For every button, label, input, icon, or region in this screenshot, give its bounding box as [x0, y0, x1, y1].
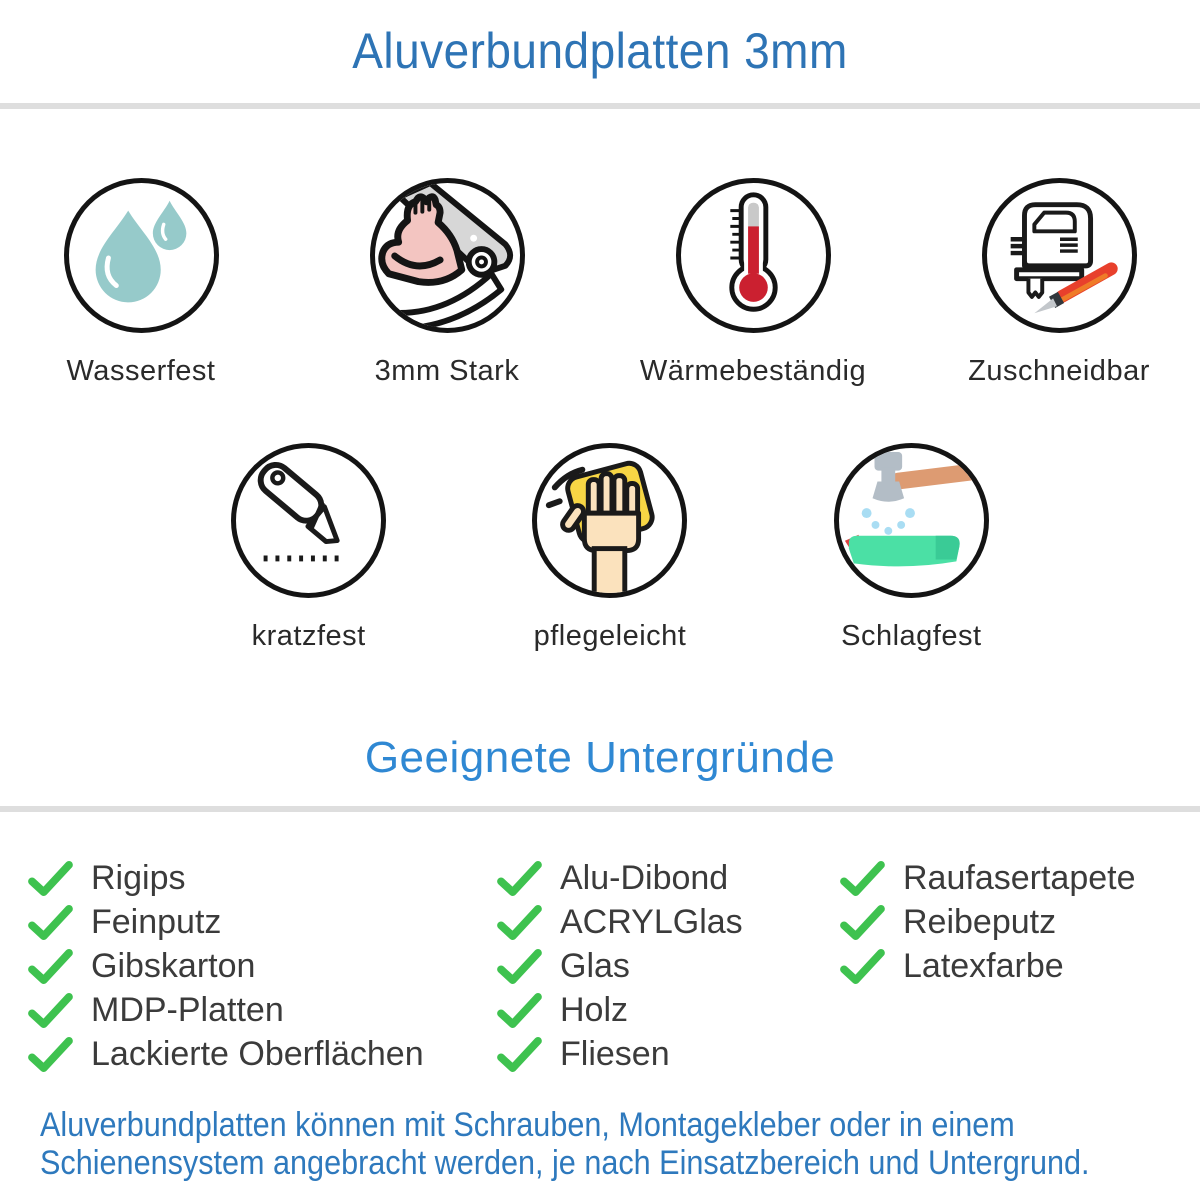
list-item-label: Reibeputz	[903, 902, 1057, 941]
hammer-impact-icon	[839, 448, 984, 593]
feature-circle	[64, 178, 219, 333]
check-icon	[497, 905, 542, 940]
feature-circle	[982, 178, 1137, 333]
list-item-label: Fliesen	[560, 1034, 670, 1073]
list-item-label: Gibskarton	[91, 946, 256, 985]
mounting-note	[40, 1106, 1090, 1182]
page-title: Aluverbundplatten 3mm	[352, 23, 848, 79]
check-icon	[497, 993, 542, 1028]
hand-wiping-cloth-icon	[537, 448, 682, 593]
list-item	[840, 856, 1180, 900]
list-item	[28, 900, 497, 944]
check-icon	[497, 949, 542, 984]
utility-knife-icon	[236, 448, 381, 593]
list-item-label: Lackierte Oberflächen	[91, 1034, 424, 1073]
list-item-label: Raufasertapete	[903, 858, 1136, 897]
list-item-label: ACRYLGlas	[560, 902, 743, 941]
check-icon	[497, 1037, 542, 1072]
feature-row-2	[158, 443, 1062, 653]
list-item-label: Glas	[560, 946, 630, 985]
feature-easy-care	[459, 443, 760, 653]
list-item	[497, 988, 840, 1032]
feature-circle	[834, 443, 989, 598]
feature-label: pflegeleicht	[533, 620, 687, 652]
substrate-column-3	[840, 856, 1180, 1076]
mounting-note-line-1: Aluverbundplatten können mit Schrauben, Montagekleber oder in einem	[40, 1106, 1015, 1144]
list-item-label: Feinputz	[91, 902, 222, 941]
check-icon	[28, 1037, 73, 1072]
substrate-column-2	[497, 856, 840, 1076]
flexed-arm-panel-icon	[375, 183, 520, 328]
list-item	[497, 900, 840, 944]
list-item-label: Latexfarbe	[903, 946, 1064, 985]
divider-middle	[0, 806, 1200, 812]
feature-label: Schlagfest	[841, 620, 982, 652]
list-item	[28, 1032, 497, 1076]
feature-circle	[370, 178, 525, 333]
list-item	[28, 988, 497, 1032]
list-item	[840, 944, 1180, 988]
feature-waterproof	[0, 178, 294, 388]
feature-heat-resistant	[600, 178, 906, 388]
list-item	[840, 900, 1180, 944]
check-icon	[840, 949, 885, 984]
feature-scratchproof	[158, 443, 459, 653]
divider-top	[0, 103, 1200, 109]
feature-label: kratzfest	[251, 620, 366, 652]
section-title-substrates: Geeignete Untergründe	[364, 733, 836, 782]
list-item-label: Holz	[560, 990, 629, 1029]
substrate-column-1	[28, 856, 497, 1076]
feature-label: Wärmebeständig	[639, 355, 867, 387]
list-item	[497, 856, 840, 900]
water-drops-icon	[69, 183, 214, 328]
feature-strength	[294, 178, 600, 388]
check-icon	[28, 861, 73, 896]
check-icon	[28, 993, 73, 1028]
list-item	[28, 944, 497, 988]
feature-circle	[231, 443, 386, 598]
check-icon	[28, 949, 73, 984]
check-icon	[840, 905, 885, 940]
check-icon	[497, 861, 542, 896]
jigsaw-cutter-icon	[987, 183, 1132, 328]
thermometer-icon	[681, 183, 826, 328]
feature-circle	[532, 443, 687, 598]
list-item	[497, 1032, 840, 1076]
check-icon	[840, 861, 885, 896]
list-item	[28, 856, 497, 900]
feature-row-1	[0, 178, 1200, 388]
check-icon	[28, 905, 73, 940]
list-item-label: Alu-Dibond	[560, 858, 729, 897]
substrate-list	[28, 856, 1180, 1076]
list-item	[497, 944, 840, 988]
feature-circle	[676, 178, 831, 333]
feature-label: Zuschneidbar	[968, 355, 1150, 387]
feature-label: 3mm Stark	[374, 355, 520, 387]
list-item-label: MDP-Platten	[91, 990, 284, 1029]
list-item-label: Rigips	[91, 858, 186, 897]
feature-impact-resistant	[761, 443, 1062, 653]
mounting-note-line-2: Schienensystem angebracht werden, je nach Einsatzbereich und Untergrund.	[40, 1144, 1090, 1182]
feature-cuttable	[906, 178, 1200, 388]
feature-label: Wasserfest	[66, 355, 216, 387]
